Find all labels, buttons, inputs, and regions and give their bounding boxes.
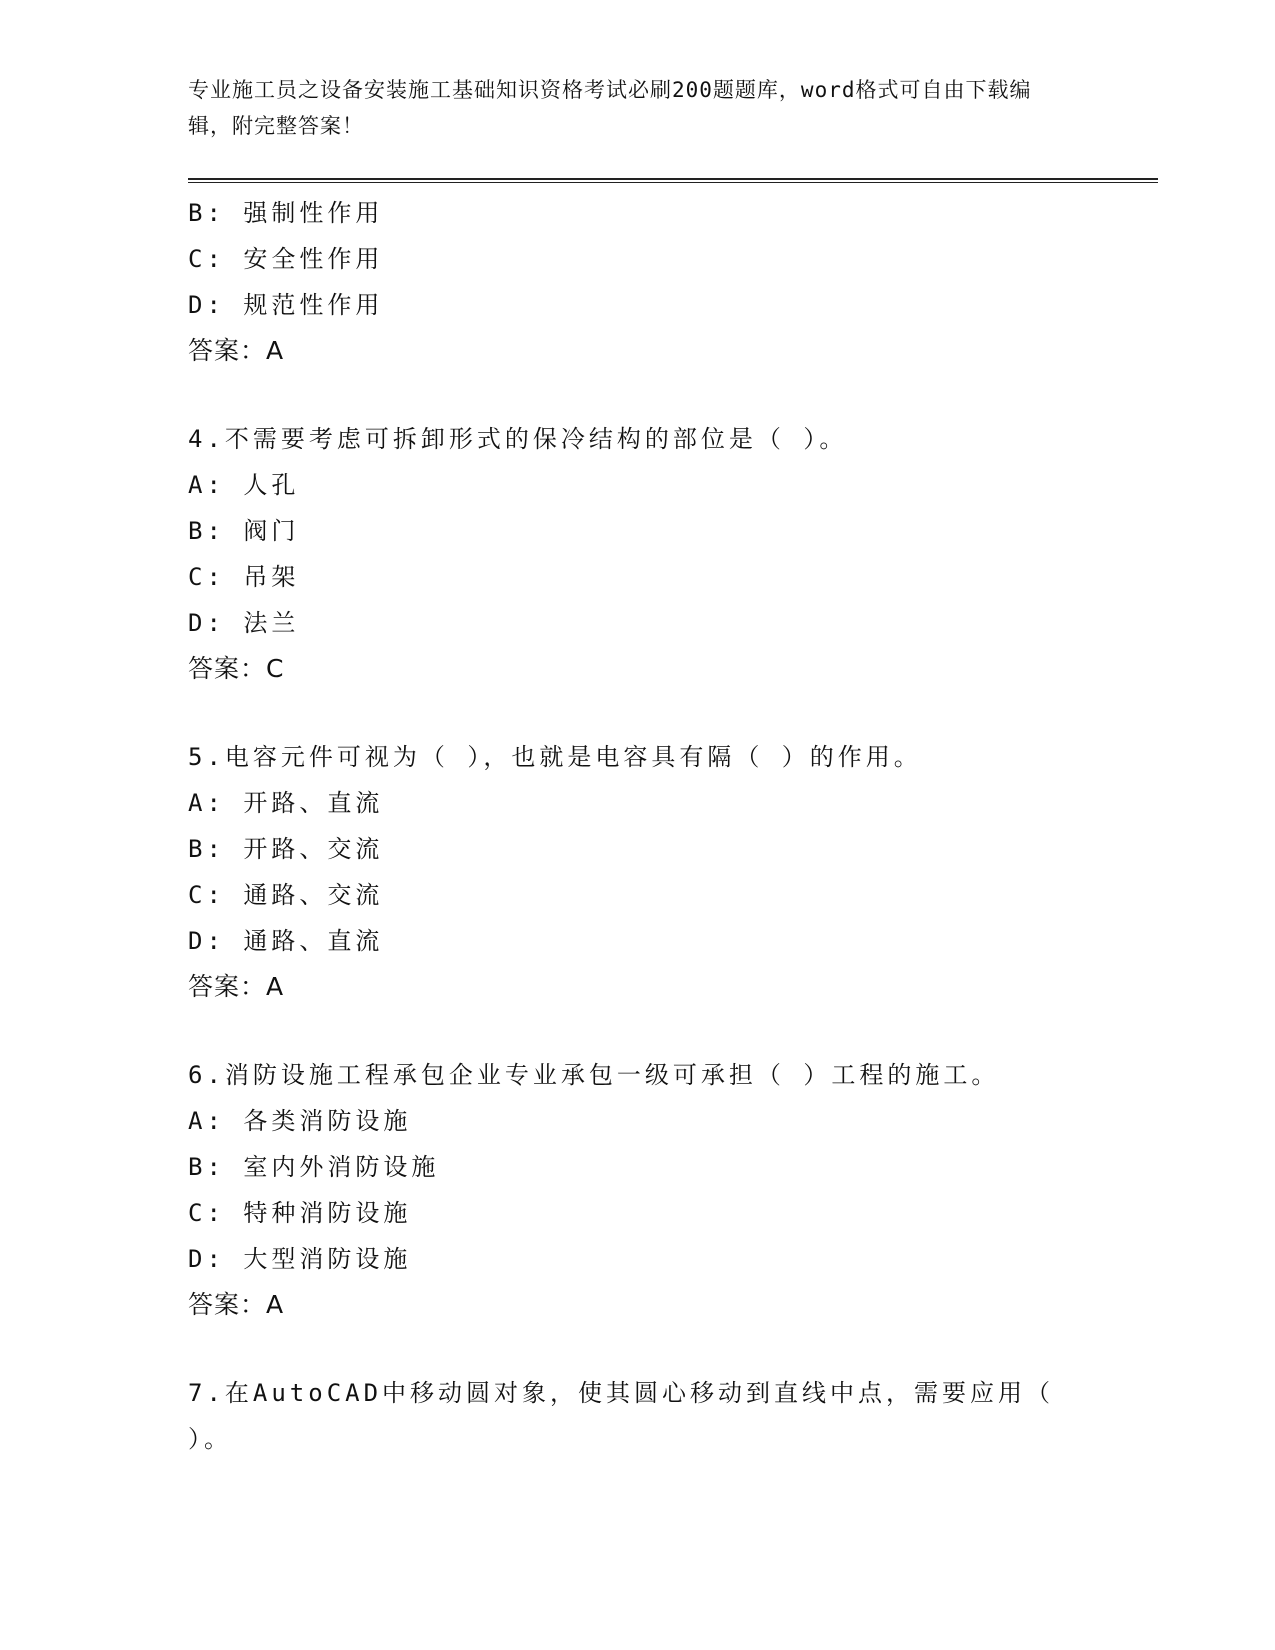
option-d: D: 大型消防设施 [188,1245,412,1273]
question-block-5 [188,734,1088,1010]
question-block-3 [188,190,1088,374]
option-c: C: 吊架 [188,563,300,591]
question-text: 7.在AutoCAD中移动圆对象，使其圆心移动到直线中点，需要应用（ ）。 [188,1379,1055,1453]
option-b: B: 强制性作用 [188,199,384,227]
question-block-4 [188,416,1088,692]
question-block-6 [188,1052,1088,1328]
option-c: C: 通路、交流 [188,881,384,909]
option-d: D: 规范性作用 [188,291,384,319]
option-a: A: 各类消防设施 [188,1107,412,1135]
answer-line: 答案：A [188,336,285,365]
spacer [188,374,1088,416]
document-header: 专业施工员之设备安装施工基础知识资格考试必刷200题题库，word格式可自由下载编辑，附完整答案！ [188,78,1032,138]
question-text: 5.电容元件可视为（ ），也就是电容具有隔（ ）的作用。 [188,743,922,771]
option-b: B: 阀门 [188,517,300,545]
question-text: 6.消防设施工程承包企业专业承包一级可承担（ ）工程的施工。 [188,1061,1000,1089]
option-b: B: 开路、交流 [188,835,384,863]
answer-line: 答案：C [188,654,285,683]
answer-line: 答案：A [188,1290,285,1319]
spacer [188,1010,1088,1052]
header-divider [188,178,1158,183]
option-c: C: 安全性作用 [188,245,384,273]
option-d: D: 法兰 [188,609,300,637]
question-block-7 [188,1370,1088,1462]
option-b: B: 室内外消防设施 [188,1153,440,1181]
spacer [188,1328,1088,1370]
question-text: 4.不需要考虑可拆卸形式的保冷结构的部位是（ ）。 [188,425,848,453]
answer-line: 答案：A [188,972,285,1001]
question-list [188,190,1088,1462]
option-a: A: 开路、直流 [188,789,384,817]
option-a: A: 人孔 [188,471,300,499]
spacer [188,692,1088,734]
option-c: C: 特种消防设施 [188,1199,412,1227]
option-d: D: 通路、直流 [188,927,384,955]
